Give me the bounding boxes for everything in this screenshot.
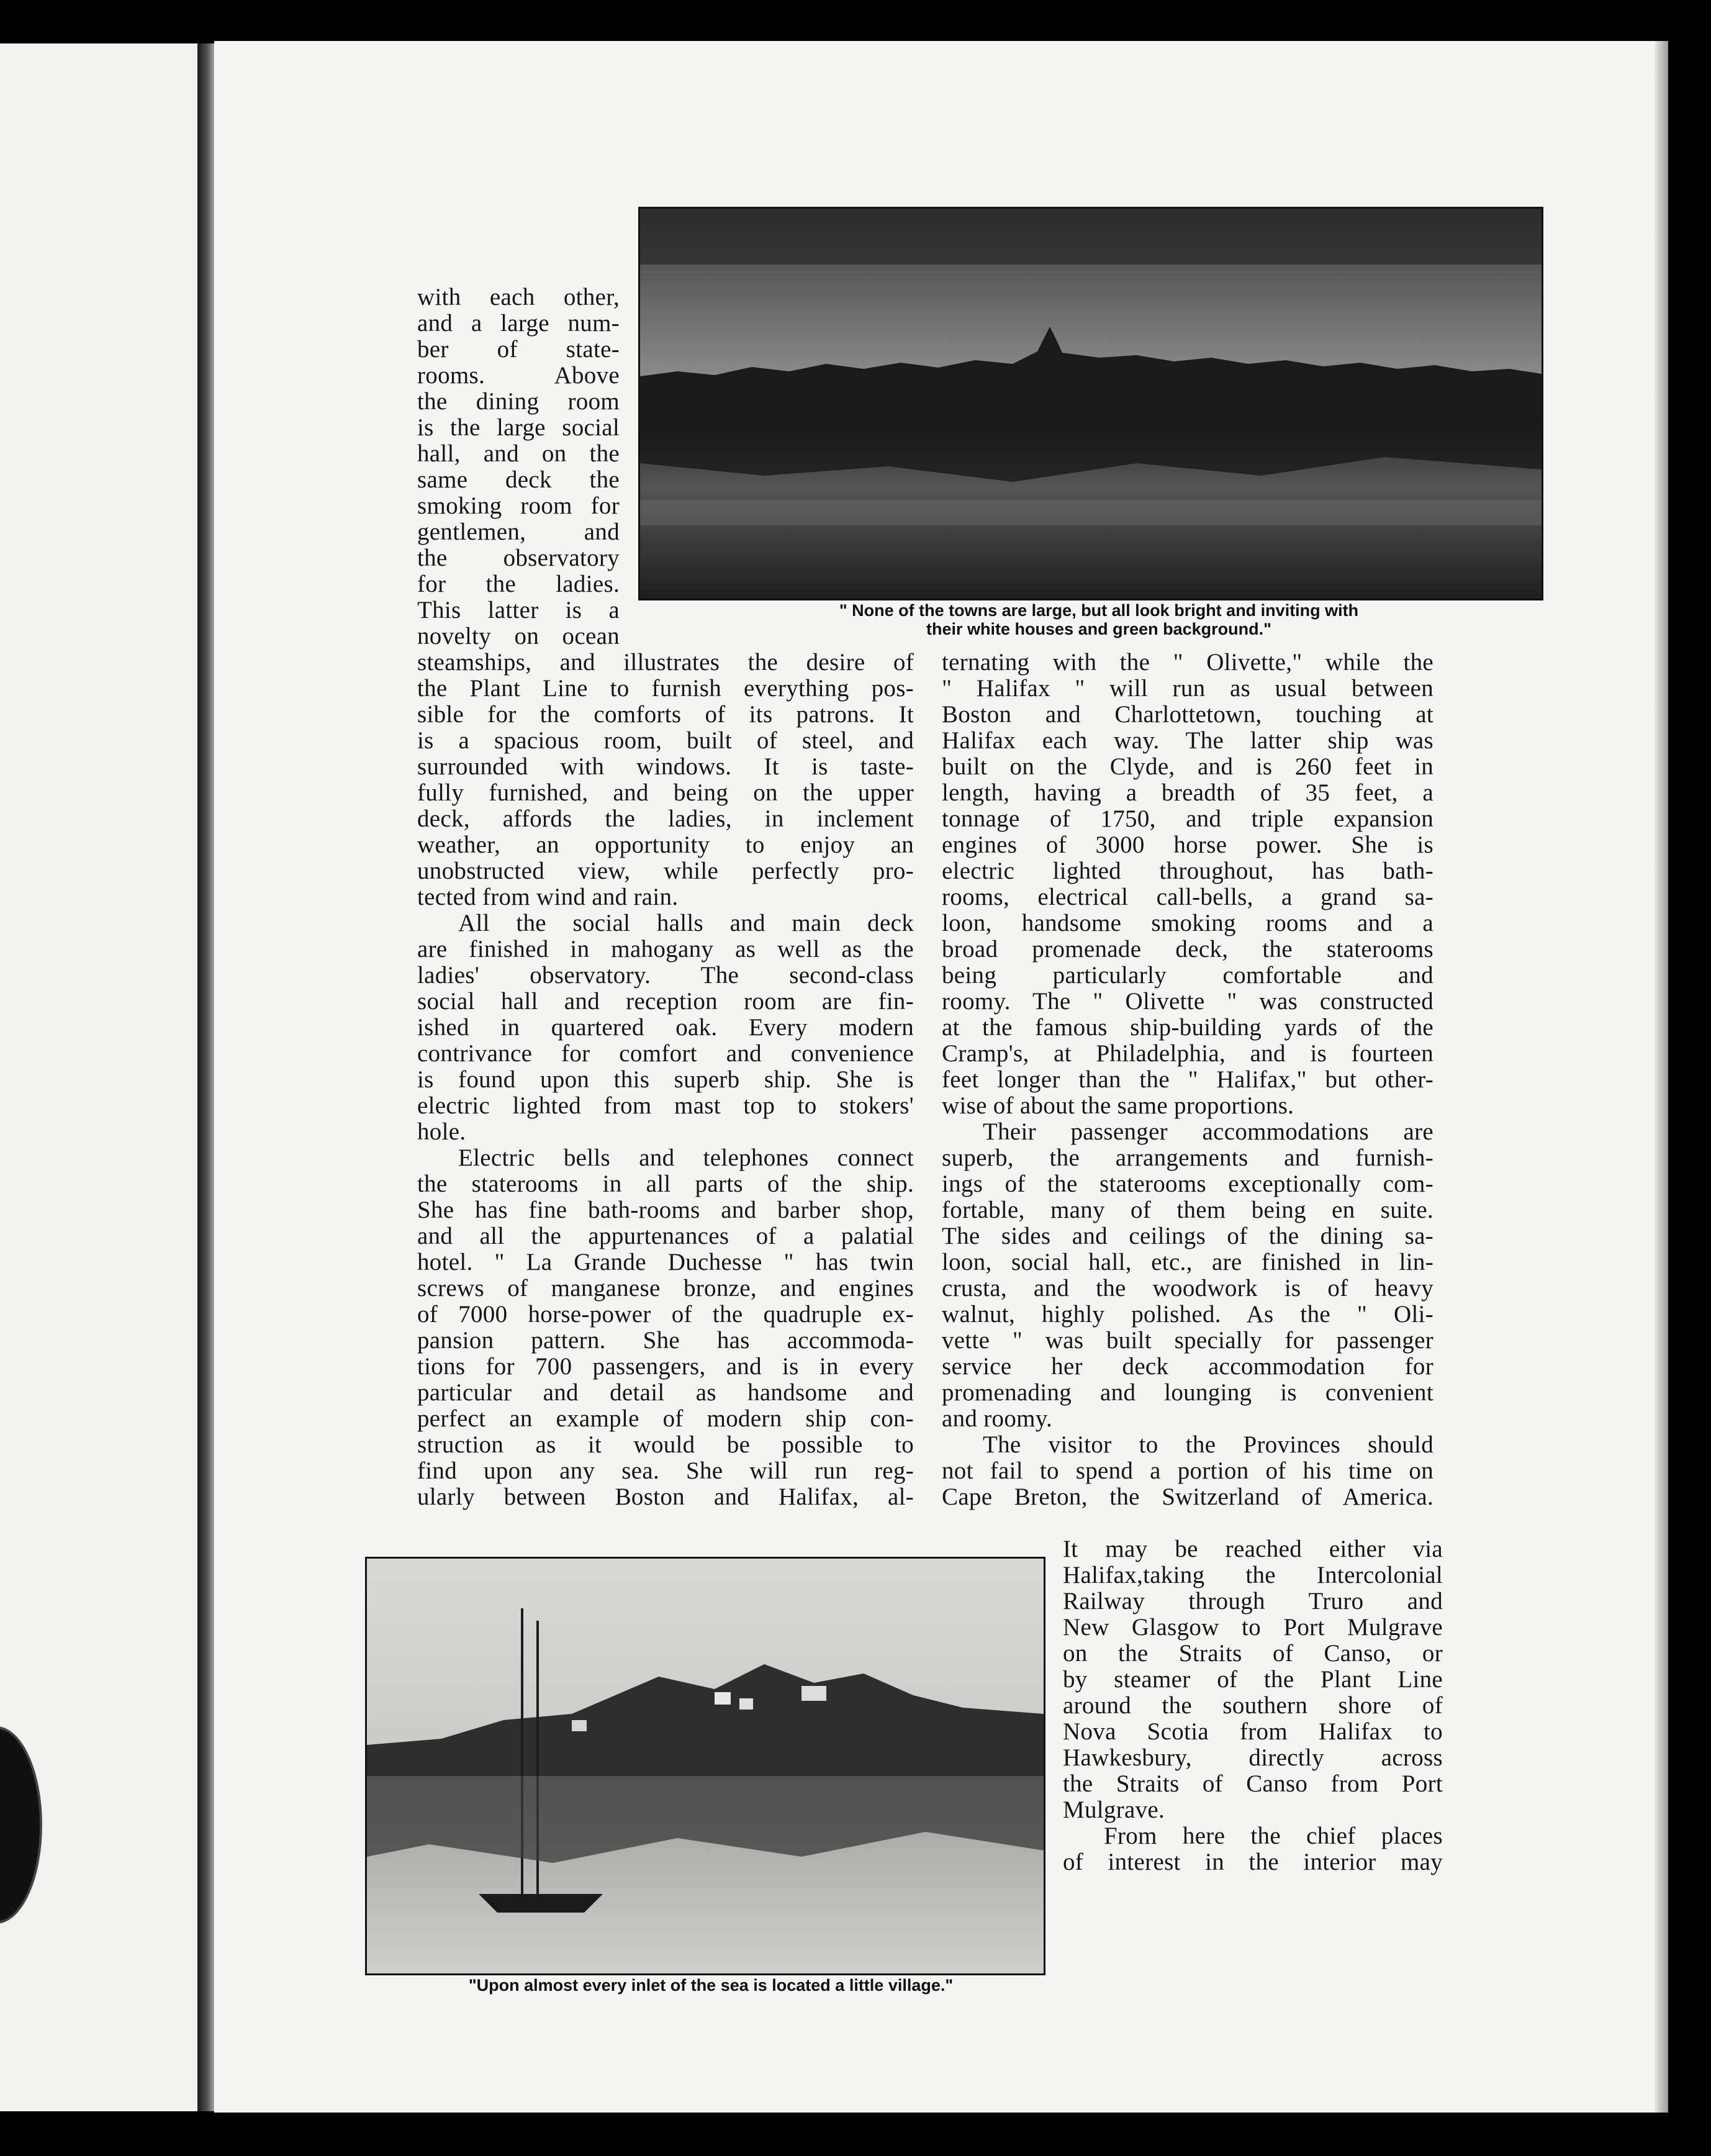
text-column-right	[942, 650, 1433, 1510]
text-line: deck, affords the ladies, in inclement	[417, 805, 914, 832]
text-line: the Straits of Canso from Port	[1063, 1770, 1443, 1797]
text-line: From here the chief places	[1104, 1823, 1443, 1849]
text-line: Nova Scotia from Halifax to	[1063, 1718, 1443, 1745]
text-line: at the famous ship-building yards of the	[942, 1014, 1433, 1041]
text-line: It may be reached either via	[1063, 1536, 1443, 1562]
text-line: rooms, electrical call-bells, a grand sa-	[942, 884, 1433, 910]
text-line: crusta, and the woodwork is of heavy	[942, 1275, 1433, 1302]
text-line: is found upon this superb ship. She is	[417, 1066, 914, 1093]
text-line: ladies' observatory. The second-class	[417, 962, 914, 989]
text-line: Mulgrave.	[1063, 1796, 1165, 1823]
text-line: perfect an example of modern ship con-	[417, 1405, 914, 1432]
text-line: engines of 3000 horse power. She is	[942, 831, 1433, 858]
text-line: walnut, highly polished. As the " Oli-	[942, 1301, 1433, 1328]
text-line: struction as it would be possible to	[417, 1431, 914, 1458]
text-line: by steamer of the Plant Line	[1063, 1666, 1443, 1693]
text-line: The sides and ceilings of the dining sa-	[942, 1223, 1433, 1249]
text-line: on the Straits of Canso, or	[1063, 1640, 1443, 1667]
text-line: with each other,	[417, 284, 620, 310]
text-line: unobstructed view, while perfectly pro-	[417, 858, 914, 884]
text-line: Boston and Charlottetown, touching at	[942, 701, 1433, 728]
text-line: particular and detail as handsome and	[417, 1379, 914, 1406]
text-line: Electric bells and telephones connect	[458, 1144, 914, 1171]
text-line: social hall and reception room are fin-	[417, 988, 914, 1015]
text-line: tions for 700 passengers, and is in every	[417, 1353, 914, 1380]
text-line: and roomy.	[942, 1405, 1053, 1432]
text-line: novelty on ocean	[417, 623, 620, 650]
text-line: the Plant Line to furnish everything pos-	[417, 675, 914, 702]
text-line: superb, the arrangements and furnish-	[942, 1144, 1433, 1171]
text-line: Hawkesbury, directly across	[1063, 1744, 1443, 1771]
text-line: sible for the comforts of its patrons. It	[417, 701, 914, 728]
text-line: ularly between Boston and Halifax, al-	[417, 1483, 914, 1510]
text-line: surrounded with windows. It is taste-	[417, 753, 914, 780]
text-line: ber of state-	[417, 336, 620, 363]
text-line: Cramp's, at Philadelphia, and is fourteen	[942, 1040, 1433, 1067]
text-line: wise of about the same proportions.	[942, 1092, 1294, 1119]
text-line: New Glasgow to Port Mulgrave	[1063, 1614, 1443, 1641]
text-line: She has fine bath-rooms and barber shop,	[417, 1197, 914, 1223]
text-line: being particularly comfortable and	[942, 962, 1433, 989]
text-line: pansion pattern. She has accommoda-	[417, 1327, 914, 1354]
text-line: contrivance for comfort and convenience	[417, 1040, 914, 1067]
text-line: " Halifax " will run as usual between	[942, 675, 1433, 702]
text-line: is the large social	[417, 414, 620, 441]
village-inlet-photo	[365, 1557, 1045, 1975]
text-line: hall, and on the	[417, 440, 620, 467]
text-line: steamships, and illustrates the desire of	[417, 649, 914, 676]
text-line: and all the appurtenances of a palatial	[417, 1223, 914, 1249]
text-line: smoking room for	[417, 492, 620, 519]
text-line: hole.	[417, 1118, 466, 1145]
text-line: is a spacious room, built of steel, and	[417, 727, 914, 754]
text-line: All the social halls and main deck	[458, 910, 914, 936]
page-edge-shadow	[1655, 41, 1668, 2113]
text-line: not fail to spend a portion of his time on	[942, 1457, 1433, 1484]
text-line: of 7000 horse-power of the quadruple ex-	[417, 1301, 914, 1328]
text-line: promenading and lounging is convenient	[942, 1379, 1433, 1406]
text-column-left	[417, 650, 914, 1510]
text-line: service her deck accommodation for	[942, 1353, 1433, 1380]
text-line: Railway through Truro and	[1063, 1588, 1443, 1615]
text-line: broad promenade deck, the staterooms	[942, 936, 1433, 962]
text-line: screws of manganese bronze, and engines	[417, 1275, 914, 1302]
text-line: and a large num-	[417, 310, 620, 337]
text-column-bottom-right	[1063, 1536, 1443, 1875]
text-line: tected from wind and rain.	[417, 884, 679, 910]
text-line: the observatory	[417, 545, 620, 571]
text-line: This latter is a	[417, 597, 620, 623]
text-line: ished in quartered oak. Every modern	[417, 1014, 914, 1041]
village-photo-caption: "Upon almost every inlet of the sea is located a little village."	[468, 1976, 954, 1995]
harbor-town-photo	[638, 207, 1543, 600]
text-line: fully furnished, and being on the upper	[417, 779, 914, 806]
text-line: vette " was built specially for passenger	[942, 1327, 1433, 1354]
text-line: for the ladies.	[417, 571, 620, 597]
text-line: weather, an opportunity to enjoy an	[417, 831, 914, 858]
text-line: feet longer than the " Halifax," but other-	[942, 1066, 1433, 1093]
text-line: gentlemen, and	[417, 519, 620, 545]
text-line: The visitor to the Provinces should	[983, 1431, 1433, 1458]
text-line: tonnage of 1750, and triple expansion	[942, 805, 1433, 832]
text-line: Cape Breton, the Switzerland of America.	[942, 1483, 1433, 1510]
text-line: find upon any sea. She will run reg-	[417, 1457, 914, 1484]
text-column-narrow	[417, 284, 620, 650]
harbor-photo-caption: " None of the towns are large, but all look bright and inviting with their white houses and green background."	[839, 601, 1359, 638]
text-line: fortable, many of them being en suite.	[942, 1197, 1433, 1223]
text-line: Halifax,taking the Intercolonial	[1063, 1562, 1443, 1588]
text-line: the dining room	[417, 388, 620, 415]
text-line: same deck the	[417, 466, 620, 493]
text-line: rooms. Above	[417, 362, 620, 389]
gutter-shadow	[197, 43, 216, 2111]
text-line: electric lighted throughout, has bath-	[942, 858, 1433, 884]
text-line: of interest in the interior may	[1063, 1849, 1443, 1875]
text-line: built on the Clyde, and is 260 feet in	[942, 753, 1433, 780]
text-line: roomy. The " Olivette " was constructed	[942, 988, 1433, 1015]
text-line: are finished in mahogany as well as the	[417, 936, 914, 962]
text-line: around the southern shore of	[1063, 1692, 1443, 1719]
text-line: loon, social hall, etc., are finished in lin-	[942, 1249, 1433, 1275]
text-line: electric lighted from mast top to stokers'	[417, 1092, 914, 1119]
text-line: Halifax each way. The latter ship was	[942, 727, 1433, 754]
text-line: ternating with the " Olivette," while the	[942, 649, 1433, 676]
text-line: Their passenger accommodations are	[983, 1118, 1433, 1145]
text-line: length, having a breadth of 35 feet, a	[942, 779, 1433, 806]
text-line: the staterooms in all parts of the ship.	[417, 1171, 914, 1197]
text-line: hotel. " La Grande Duchesse " has twin	[417, 1249, 914, 1275]
text-line: ings of the staterooms exceptionally com-	[942, 1171, 1433, 1197]
text-line: loon, handsome smoking rooms and a	[942, 910, 1433, 936]
